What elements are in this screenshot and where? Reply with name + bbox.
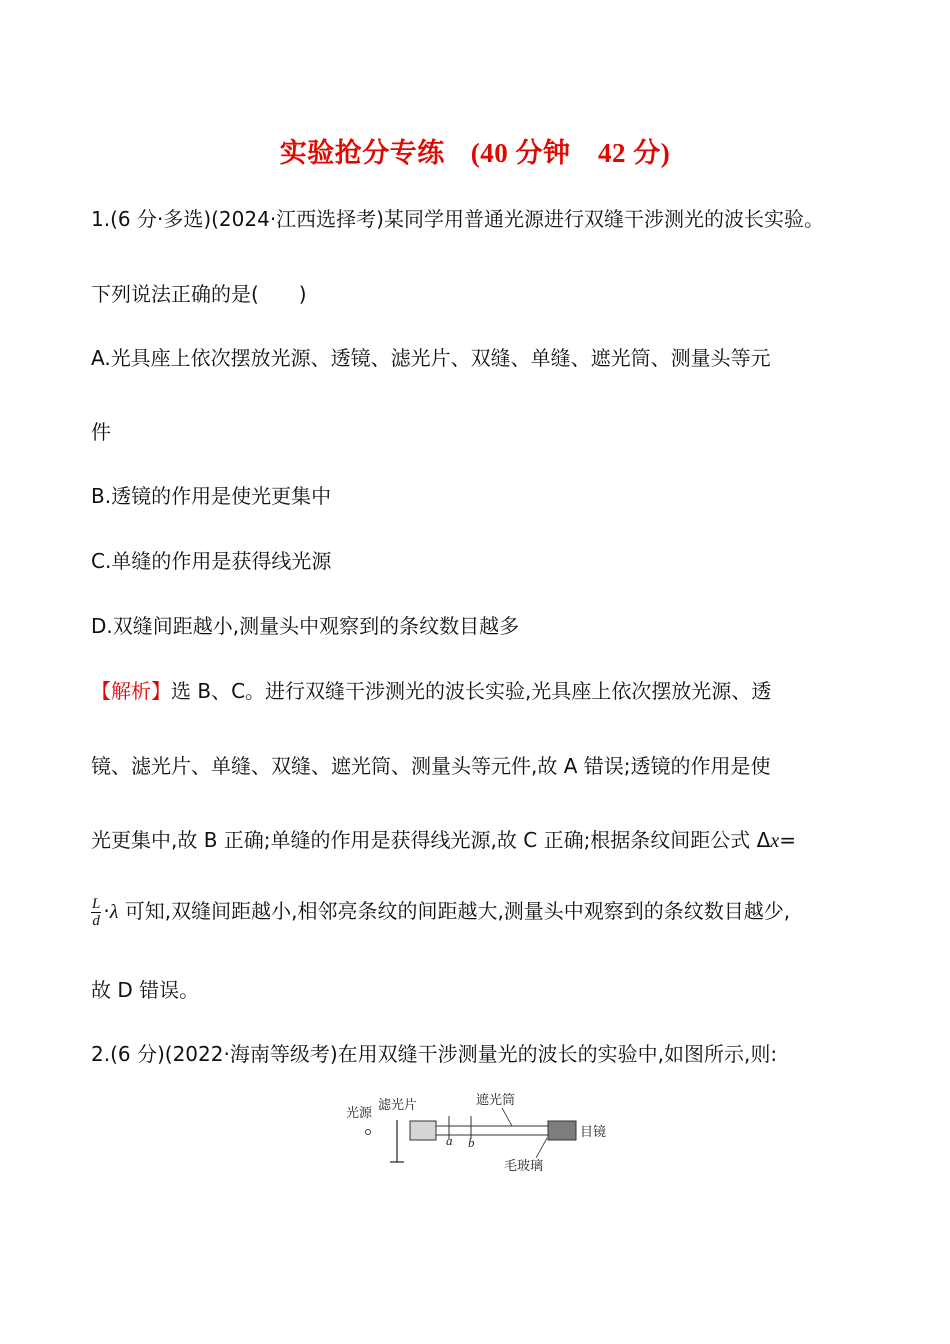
q1-option-a-cont: 件 bbox=[91, 420, 111, 444]
label-filter: 滤光片 bbox=[378, 1098, 418, 1113]
analysis-label: 【解析】 bbox=[91, 679, 171, 703]
filter-box bbox=[410, 1121, 436, 1140]
light-source-icon bbox=[366, 1130, 371, 1135]
analysis-line3: 光更集中,故 B 正确;单缝的作用是获得线光源,故 C 正确;根据条纹间距公式 Δx= bbox=[91, 828, 797, 852]
label-light-source: 光源 bbox=[346, 1106, 373, 1121]
formula-fraction: $\frac{L}{d}$ bbox=[92, 896, 101, 929]
q1-option-a: A.光具座上依次摆放光源、透镜、滤光片、双缝、单缝、遮光筒、测量头等元 bbox=[91, 346, 771, 370]
analysis-line1: 【解析】选 B、C。进行双缝干涉测光的波长实验,光具座上依次摆放光源、透 bbox=[91, 679, 772, 703]
label-a: a bbox=[446, 1133, 453, 1148]
label-frosted-glass: 毛玻璃 bbox=[504, 1159, 544, 1174]
q1-option-d: D.双缝间距越小,测量头中观察到的条纹数目越多 bbox=[91, 614, 520, 638]
analysis-line4: $\frac{L}{d}$ ·λ 可知,双缝间距越小,相邻亮条纹的间距越大,测量头中观察到的条纹数目越少, bbox=[92, 896, 791, 929]
eyepiece-box bbox=[548, 1121, 576, 1140]
q2-stem: 2.(6 分)(2022·海南等级考)在用双缝干涉测量光的波长的实验中,如图所示,则: bbox=[91, 1042, 778, 1066]
q1-option-b: B.透镜的作用是使光更集中 bbox=[91, 484, 332, 508]
title-main: 实验抢分专练 bbox=[279, 138, 445, 169]
tube-pointer bbox=[502, 1108, 512, 1126]
label-tube: 遮光筒 bbox=[476, 1093, 516, 1108]
experiment-diagram bbox=[340, 1088, 640, 1178]
q1-stem-line2: 下列说法正确的是( ) bbox=[91, 282, 307, 306]
frosted-glass-pointer bbox=[536, 1138, 547, 1158]
q1-option-c: C.单缝的作用是获得线光源 bbox=[91, 549, 332, 573]
analysis-line2: 镜、滤光片、单缝、双缝、遮光筒、测量头等元件,故 A 错误;透镜的作用是使 bbox=[91, 754, 771, 778]
page-title bbox=[0, 131, 950, 170]
label-b: b bbox=[468, 1135, 475, 1150]
label-eyepiece: 目镜 bbox=[580, 1125, 607, 1140]
q1-stem-line1: 1.(6 分·多选)(2024·江西选择考)某同学用普通光源进行双缝干涉测光的波长实验。 bbox=[91, 207, 824, 231]
title-meta: (40 分钟 42 分) bbox=[470, 138, 671, 168]
analysis-line5: 故 D 错误。 bbox=[91, 978, 200, 1002]
